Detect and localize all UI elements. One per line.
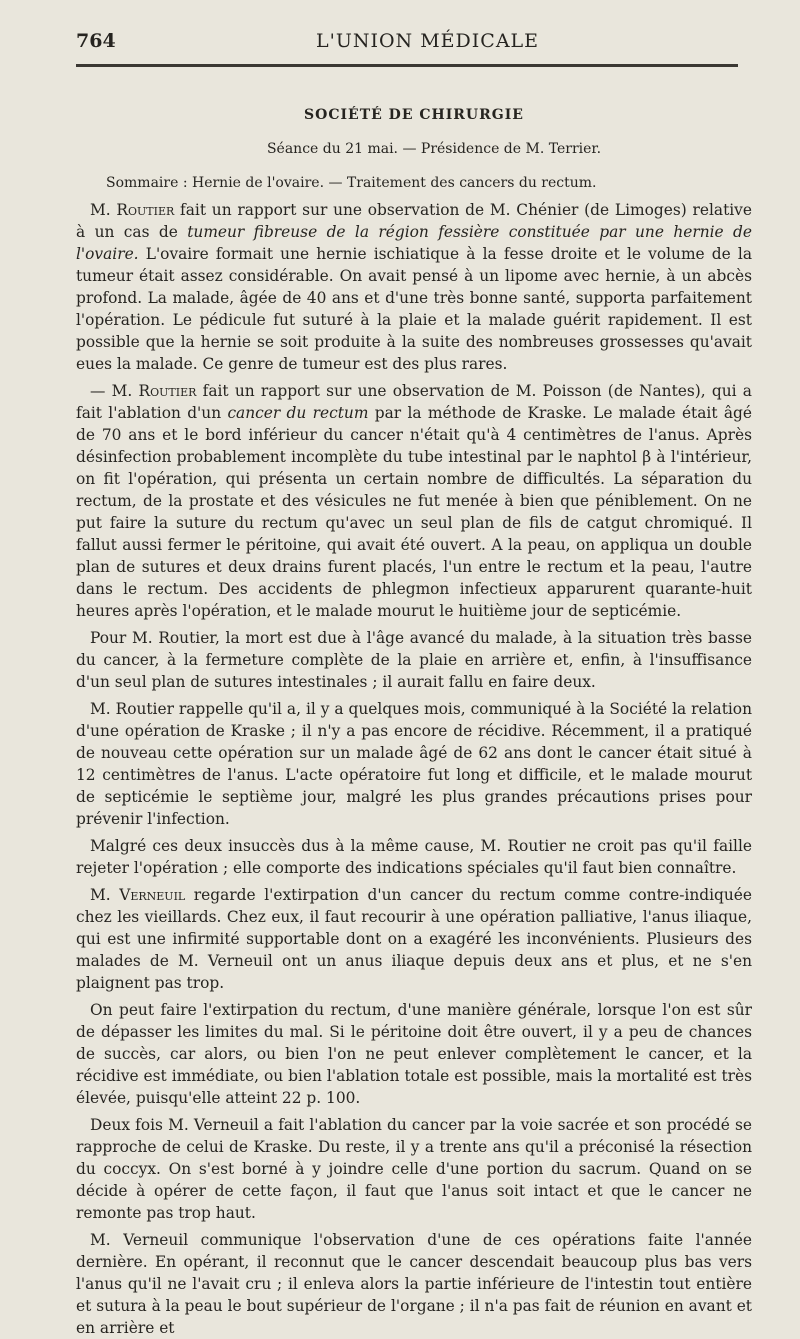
- paragraph-text: Malgré ces deux insuccès dus à la même cause, M. Routier ne croit pas qu'il faille rejeter l'opération ; elle comporte des indications spéciales qu'il faut bien connaître.: [76, 837, 752, 877]
- paragraph-text: par la méthode de Kraske. Le malade était âgé de 70 ans et le bord inférieur du cancer n'était qu'à 4 centimètres de l'anus. Après désinfection probablement incomplète du tube intestinal par le naphtol β à l'intérieur, on fit l'opération, qui présenta un certain nombre de difficultés. La séparation du rectum, de la prostate et des vésicules ne fut menée à bien que péniblement. On ne put faire la suture du rectum qu'avec un seul plan de fils de catgut chromiqué. Il fallut aussi fermer le péritoine, qui avait été ouvert. A la peau, on appliqua un double plan de sutures et deux drains furent placés, l'un entre le rectum et la peau, l'autre dans le rectum. Des accidents de phlegmon infectieux apparurent quarante-huit heures après l'opération, et le malade mourut le huitième jour de septicémie.: [76, 404, 752, 620]
- paragraph: [76, 999, 752, 1109]
- header-rule: [76, 64, 738, 67]
- paragraph: [76, 199, 752, 375]
- paragraph-text: Pour M. Routier, la mort est due à l'âge avancé du malade, à la situation très basse du cancer, à la fermeture complète de la plaie en arrière et, enfin, à l'insuffisance d'un seul plan de sutures intestinales ; il aurait fallu en faire deux.: [76, 629, 752, 691]
- paragraph: [76, 698, 752, 830]
- page-number: 764: [76, 30, 116, 52]
- paragraph-text: Deux fois M. Verneuil a fait l'ablation du cancer par la voie sacrée et son procédé se rapproche de celui de Kraske. Du reste, il y a trente ans qu'il a préconisé la résection du coccyx. On s'est borné à y joindre celle d'une portion du sacrum. Quand on se décide à opérer de cette façon, il faut que l'anus soit intact et que le cancer ne remonte pas trop haut.: [76, 1116, 752, 1222]
- section-title: SOCIÉTÉ DE CHIRURGIE: [304, 107, 524, 123]
- sommaire: Sommaire : Hernie de l'ovaire. — Traitement des cancers du rectum.: [106, 175, 597, 191]
- paragraph-text: fait un rapport sur une observation de M. Poisson (de Nantes), qui a fait l'ablation d'un: [76, 382, 752, 422]
- speaker-name: M. Verneuil: [90, 886, 186, 904]
- paragraph-text: L'ovaire formait une hernie ischiatique à la fesse droite et le volume de la tumeur était assez considérable. On avait pensé à un lipome avec hernie, à un abcès profond. La malade, âgée de 40 ans et d'une très bonne santé, supporta parfaitement l'opération. Le pédicule fut suturé à la plaie et la malade guérit rapidement. Il est possible que la hernie se soit produite à la suite des nombreuses grossesses qu'avait eues la malade. Ce genre de tumeur est des plus rares.: [76, 245, 752, 373]
- paragraph: [76, 627, 752, 693]
- paragraph: [76, 884, 752, 994]
- session-line: Séance du 21 mai. — Présidence de M. Terrier.: [266, 141, 602, 157]
- paragraph: [76, 1114, 752, 1224]
- paragraph-text: M. Routier rappelle qu'il a, il y a quelques mois, communiqué à la Société la relation d'une opération de Kraske ; il n'y a pas encore de récidive. Récemment, il a pratiqué de nouveau cette opération sur un malade âgé de 62 ans dont le cancer était situé à 12 centimètres de l'anus. L'acte opératoire fut long et difficile, et le malade mourut de septicémie le septième jour, malgré les plus grandes précautions prises pour prévenir l'infection.: [76, 700, 752, 828]
- emphasis-text: cancer du rectum: [227, 404, 369, 422]
- paragraph: [76, 835, 752, 879]
- journal-title: L'UNION MÉDICALE: [316, 30, 540, 52]
- paragraph-text: fait un rapport sur une observation de M. Chénier (de Limoges) relative à un cas de: [76, 201, 752, 241]
- body-text: [76, 199, 752, 1339]
- paragraph: [76, 380, 752, 622]
- speaker-name: M. Routier: [90, 201, 175, 219]
- paragraph-text: M. Verneuil communique l'observation d'une de ces opérations faite l'année dernière. En opérant, il reconnut que le cancer descendait beaucoup plus bas vers l'anus qu'il ne l'avait cru ; il enleva alors la partie inférieure de l'intestin tout entière et sutura à la peau le bout supérieur de l'organe ; il n'a pas fait de réunion en avant et en arrière et: [76, 1231, 752, 1337]
- paragraph-text: On peut faire l'extirpation du rectum, d'une manière générale, lorsque l'on est sûr de dépasser les limites du mal. Si le péritoine doit être ouvert, il y a peu de chances de succès, car alors, ou bien l'on ne peut enlever complètement le cancer, et la récidive est immédiate, ou bien l'ablation totale est possible, mais la mortalité est très élevée, puisqu'elle atteint 22 p. 100.: [76, 1001, 752, 1107]
- emphasis-text: tumeur fibreuse de la région fessière constituée par une hernie de l'ovaire.: [76, 223, 752, 263]
- paragraph: [76, 1229, 752, 1339]
- paragraph-text: —: [90, 382, 112, 400]
- speaker-name: M. Routier: [111, 382, 197, 400]
- running-head: [76, 30, 752, 60]
- paragraph-text: regarde l'extirpation d'un cancer du rectum comme contre-indiquée chez les vieillards. Chez eux, il faut recourir à une opération palliative, l'anus iliaque, qui est une infirmité supportable dont on a exagéré les inconvénients. Plusieurs des malades de M. Verneuil ont un anus iliaque depuis deux ans et plus, et ne s'en plaignent pas trop.: [76, 886, 753, 992]
